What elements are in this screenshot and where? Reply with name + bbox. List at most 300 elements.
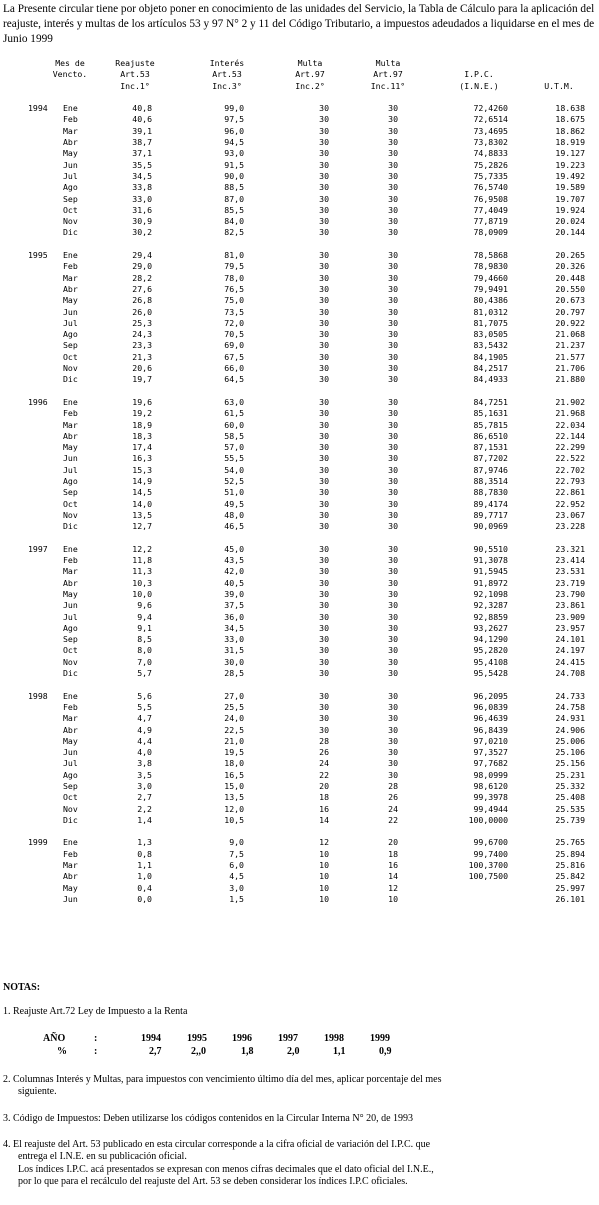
cell-ipc: 88,3514 bbox=[473, 475, 508, 486]
cell-multa-inc11: 30 bbox=[388, 758, 398, 769]
cell-ipc: 96,8439 bbox=[473, 724, 508, 735]
cell-month: Ago bbox=[63, 475, 78, 486]
table-row bbox=[0, 103, 599, 114]
table-row bbox=[0, 894, 599, 905]
table-row bbox=[0, 284, 599, 295]
table-row bbox=[0, 273, 599, 284]
cell-reajuste: 35,5 bbox=[132, 159, 152, 170]
cell-utm: 25.816 bbox=[555, 860, 585, 871]
cell-multa-inc2: 30 bbox=[319, 611, 329, 622]
note-2-line2: siguiente. bbox=[18, 1086, 57, 1098]
cell-multa-inc11: 16 bbox=[388, 860, 398, 871]
cell-interes: 72,0 bbox=[224, 317, 244, 328]
cell-ipc: 98,0999 bbox=[473, 769, 508, 780]
pct-1998: 1,1 bbox=[333, 1046, 346, 1057]
cell-utm: 21.706 bbox=[555, 363, 585, 374]
cell-interes: 96,0 bbox=[224, 125, 244, 136]
note-4-line1: 4. El reajuste del Art. 53 publicado en esta circular corresponde a la cifra oficial de variación del I.P.C. que bbox=[3, 1139, 431, 1150]
cell-multa-inc11: 30 bbox=[388, 283, 398, 294]
cell-interes: 55,5 bbox=[224, 453, 244, 464]
cell-multa-inc2: 30 bbox=[319, 645, 329, 656]
cell-reajuste: 30,9 bbox=[132, 216, 152, 227]
cell-ipc: 99,7400 bbox=[473, 848, 508, 859]
cell-ipc: 79,9491 bbox=[473, 283, 508, 294]
table-row bbox=[0, 804, 599, 815]
cell-reajuste: 4,7 bbox=[137, 713, 152, 724]
note-4-line3: Los índices I.P.C. acá presentados se expresan con menos cifras decimales que el dato oficial del I.N.E., bbox=[18, 1163, 434, 1175]
cell-multa-inc11: 30 bbox=[388, 261, 398, 272]
cell-multa-inc11: 30 bbox=[388, 690, 398, 701]
cell-multa-inc2: 30 bbox=[319, 204, 329, 215]
cell-ipc: 93,2627 bbox=[473, 622, 508, 633]
cell-utm: 19.223 bbox=[555, 159, 585, 170]
cell-month: Ene bbox=[63, 250, 78, 261]
cell-multa-inc11: 30 bbox=[388, 419, 398, 430]
cell-ipc: 72,6514 bbox=[473, 114, 508, 125]
cell-month: Sep bbox=[63, 193, 78, 204]
cell-interes: 15,0 bbox=[224, 781, 244, 791]
cell-month: Oct bbox=[63, 498, 78, 509]
cell-ipc: 98,6120 bbox=[473, 781, 508, 791]
cell-ipc: 90,5510 bbox=[473, 543, 508, 554]
cell-utm: 22.522 bbox=[555, 453, 585, 464]
table-row bbox=[0, 397, 599, 408]
cell-ipc: 78,9830 bbox=[473, 261, 508, 272]
cell-reajuste: 15,3 bbox=[132, 464, 152, 475]
cell-month: Feb bbox=[63, 408, 78, 419]
cell-multa-inc11: 30 bbox=[388, 363, 398, 374]
table-row bbox=[0, 645, 599, 656]
table-row bbox=[0, 600, 599, 611]
cell-reajuste: 27,6 bbox=[132, 283, 152, 294]
cell-interes: 49,5 bbox=[224, 498, 244, 509]
cell-month: May bbox=[63, 148, 78, 159]
cell-month: Jun bbox=[63, 306, 78, 317]
table-row bbox=[0, 623, 599, 634]
cell-utm: 20.326 bbox=[555, 261, 585, 272]
note-4 bbox=[3, 1139, 434, 1188]
cell-month: Ene bbox=[63, 103, 78, 114]
cell-reajuste: 1,3 bbox=[137, 837, 152, 848]
cell-interes: 66,0 bbox=[224, 363, 244, 374]
cell-month: Abr bbox=[63, 871, 78, 882]
cell-multa-inc2: 30 bbox=[319, 600, 329, 611]
cell-ipc: 97,3527 bbox=[473, 747, 508, 758]
cell-ipc: 73,4695 bbox=[473, 125, 508, 136]
cell-multa-inc11: 30 bbox=[388, 566, 398, 577]
ano-row-pct bbox=[3, 1046, 595, 1059]
header-interes-line3: Inc.3° bbox=[212, 80, 242, 91]
cell-ipc: 89,7717 bbox=[473, 509, 508, 520]
table-row bbox=[0, 216, 599, 227]
cell-utm: 19.707 bbox=[555, 193, 585, 204]
cell-reajuste: 8,0 bbox=[137, 645, 152, 656]
cell-month: Jul bbox=[63, 611, 78, 622]
cell-multa-inc11: 30 bbox=[388, 329, 398, 340]
cell-multa-inc11: 28 bbox=[388, 781, 398, 791]
cell-multa-inc11: 30 bbox=[388, 182, 398, 193]
ano-year-1999: 1999 bbox=[370, 1033, 390, 1044]
cell-ipc: 85,7815 bbox=[473, 419, 508, 430]
cell-multa-inc11: 30 bbox=[388, 735, 398, 746]
cell-reajuste: 0,4 bbox=[137, 882, 152, 893]
pct-colon: : bbox=[94, 1046, 98, 1057]
table-row bbox=[0, 725, 599, 736]
note-4-line4: por lo que para el recálculo del reajuste del Art. 53 se deben considerar los índices I.P.C oficiales. bbox=[18, 1175, 408, 1187]
cell-interes: 4,5 bbox=[229, 871, 244, 882]
cell-reajuste: 18,9 bbox=[132, 419, 152, 430]
cell-utm: 20.550 bbox=[555, 283, 585, 294]
cell-reajuste: 2,2 bbox=[137, 803, 152, 814]
table-row bbox=[0, 747, 599, 758]
cell-ipc: 87,1531 bbox=[473, 442, 508, 453]
header-utm-line3: U.T.M. bbox=[544, 80, 574, 91]
cell-interes: 45,0 bbox=[224, 543, 244, 554]
cell-interes: 99,0 bbox=[224, 103, 244, 114]
cell-interes: 70,5 bbox=[224, 329, 244, 340]
cell-utm: 21.880 bbox=[555, 374, 585, 385]
cell-utm: 24.758 bbox=[555, 701, 585, 712]
cell-ipc: 81,0312 bbox=[473, 306, 508, 317]
cell-utm: 25.332 bbox=[555, 781, 585, 791]
cell-interes: 25,5 bbox=[224, 701, 244, 712]
pct-1999: 0,9 bbox=[379, 1046, 392, 1057]
table-row bbox=[0, 849, 599, 860]
cell-utm: 22.793 bbox=[555, 475, 585, 486]
cell-utm: 22.144 bbox=[555, 430, 585, 441]
cell-multa-inc2: 30 bbox=[319, 475, 329, 486]
cell-multa-inc11: 30 bbox=[388, 509, 398, 520]
cell-interes: 58,5 bbox=[224, 430, 244, 441]
cell-multa-inc2: 30 bbox=[319, 521, 329, 532]
cell-multa-inc2: 10 bbox=[319, 871, 329, 882]
cell-interes: 39,0 bbox=[224, 588, 244, 599]
cell-multa-inc2: 30 bbox=[319, 656, 329, 667]
cell-month: May bbox=[63, 735, 78, 746]
cell-interes: 48,0 bbox=[224, 509, 244, 520]
cell-utm: 23.909 bbox=[555, 611, 585, 622]
cell-utm: 25.156 bbox=[555, 758, 585, 769]
header-multa2-line3: Inc.2° bbox=[295, 80, 325, 91]
cell-month: Nov bbox=[63, 656, 78, 667]
cell-multa-inc11: 30 bbox=[388, 148, 398, 159]
cell-month: Jul bbox=[63, 758, 78, 769]
cell-reajuste: 18,3 bbox=[132, 430, 152, 441]
cell-interes: 36,0 bbox=[224, 611, 244, 622]
cell-month: Mar bbox=[63, 860, 78, 871]
cell-multa-inc11: 18 bbox=[388, 848, 398, 859]
cell-reajuste: 9,4 bbox=[137, 611, 152, 622]
cell-ipc: 84,2517 bbox=[473, 363, 508, 374]
cell-multa-inc2: 30 bbox=[319, 148, 329, 159]
table-row bbox=[0, 702, 599, 713]
cell-utm: 23.531 bbox=[555, 566, 585, 577]
cell-multa-inc11: 30 bbox=[388, 701, 398, 712]
cell-month: Ene bbox=[63, 543, 78, 554]
cell-multa-inc11: 30 bbox=[388, 306, 398, 317]
cell-ipc: 96,2095 bbox=[473, 690, 508, 701]
cell-ipc: 84,7251 bbox=[473, 396, 508, 407]
cell-reajuste: 38,7 bbox=[132, 137, 152, 148]
cell-reajuste: 4,4 bbox=[137, 735, 152, 746]
cell-interes: 46,5 bbox=[224, 521, 244, 532]
header-multa2-line2: Art.97 bbox=[295, 69, 325, 80]
cell-multa-inc11: 30 bbox=[388, 713, 398, 724]
cell-interes: 79,5 bbox=[224, 261, 244, 272]
cell-interes: 61,5 bbox=[224, 408, 244, 419]
cell-reajuste: 33,8 bbox=[132, 182, 152, 193]
cell-multa-inc2: 30 bbox=[319, 713, 329, 724]
cell-month: Feb bbox=[63, 114, 78, 125]
cell-multa-inc2: 18 bbox=[319, 792, 329, 803]
cell-multa-inc11: 30 bbox=[388, 769, 398, 780]
cell-multa-inc11: 12 bbox=[388, 882, 398, 893]
cell-ipc: 90,0969 bbox=[473, 521, 508, 532]
cell-multa-inc2: 30 bbox=[319, 374, 329, 385]
cell-ipc: 100,3700 bbox=[468, 860, 508, 871]
cell-month: Ago bbox=[63, 769, 78, 780]
cell-interes: 6,0 bbox=[229, 860, 244, 871]
cell-ipc: 76,5740 bbox=[473, 182, 508, 193]
cell-reajuste: 13,5 bbox=[132, 509, 152, 520]
cell-multa-inc2: 30 bbox=[319, 577, 329, 588]
cell-utm: 23.414 bbox=[555, 555, 585, 566]
cell-interes: 28,5 bbox=[224, 668, 244, 679]
cell-interes: 87,0 bbox=[224, 193, 244, 204]
cell-month: Feb bbox=[63, 261, 78, 272]
cell-interes: 21,0 bbox=[224, 735, 244, 746]
cell-month: Ene bbox=[63, 396, 78, 407]
cell-multa-inc2: 30 bbox=[319, 272, 329, 283]
cell-reajuste: 28,2 bbox=[132, 272, 152, 283]
cell-ipc: 87,7202 bbox=[473, 453, 508, 464]
cell-multa-inc2: 24 bbox=[319, 758, 329, 769]
cell-multa-inc2: 30 bbox=[319, 351, 329, 362]
cell-interes: 85,5 bbox=[224, 204, 244, 215]
cell-multa-inc11: 30 bbox=[388, 408, 398, 419]
cell-multa-inc2: 16 bbox=[319, 803, 329, 814]
cell-month: Dic bbox=[63, 814, 78, 825]
cell-ipc: 79,4660 bbox=[473, 272, 508, 283]
cell-multa-inc2: 30 bbox=[319, 137, 329, 148]
cell-multa-inc11: 30 bbox=[388, 103, 398, 114]
cell-ipc: 95,4108 bbox=[473, 656, 508, 667]
header-reajuste-line3: Inc.1° bbox=[120, 80, 150, 91]
table-row bbox=[0, 250, 599, 261]
header-reajuste-line1: Reajuste bbox=[115, 58, 155, 68]
table-row bbox=[0, 408, 599, 419]
cell-reajuste: 14,5 bbox=[132, 487, 152, 498]
cell-reajuste: 29,0 bbox=[132, 261, 152, 272]
header-ipc-line3: (I.N.E.) bbox=[459, 80, 499, 91]
cell-multa-inc2: 30 bbox=[319, 701, 329, 712]
cell-utm: 23.321 bbox=[555, 543, 585, 554]
cell-interes: 31,5 bbox=[224, 645, 244, 656]
cell-interes: 75,0 bbox=[224, 295, 244, 306]
header-multa2-line1: Multa bbox=[297, 58, 323, 68]
cell-multa-inc11: 20 bbox=[388, 837, 398, 848]
header-multa11-line2: Art.97 bbox=[373, 69, 403, 80]
cell-interes: 60,0 bbox=[224, 419, 244, 430]
cell-month: Abr bbox=[63, 430, 78, 441]
cell-ipc: 84,1905 bbox=[473, 351, 508, 362]
cell-reajuste: 29,4 bbox=[132, 250, 152, 261]
cell-utm: 18.675 bbox=[555, 114, 585, 125]
table-row bbox=[0, 295, 599, 306]
table-row bbox=[0, 194, 599, 205]
note-4-line2: entrega el I.N.E. en su publicación oficial. bbox=[18, 1151, 187, 1163]
table-row bbox=[0, 837, 599, 848]
cell-ipc: 99,4944 bbox=[473, 803, 508, 814]
table-row bbox=[0, 792, 599, 803]
cell-multa-inc2: 30 bbox=[319, 498, 329, 509]
cell-interes: 51,0 bbox=[224, 487, 244, 498]
cell-utm: 21.237 bbox=[555, 340, 585, 351]
cell-multa-inc11: 30 bbox=[388, 498, 398, 509]
cell-utm: 25.739 bbox=[555, 814, 585, 825]
cell-reajuste: 4,0 bbox=[137, 747, 152, 758]
cell-multa-inc11: 30 bbox=[388, 204, 398, 215]
cell-multa-inc2: 30 bbox=[319, 216, 329, 227]
cell-multa-inc11: 30 bbox=[388, 250, 398, 261]
cell-month: Jun bbox=[63, 600, 78, 611]
cell-multa-inc11: 30 bbox=[388, 193, 398, 204]
cell-month: Dic bbox=[63, 374, 78, 385]
cell-reajuste: 10,3 bbox=[132, 577, 152, 588]
cell-ipc: 89,4174 bbox=[473, 498, 508, 509]
cell-reajuste: 0,8 bbox=[137, 848, 152, 859]
cell-reajuste: 1,1 bbox=[137, 860, 152, 871]
header-mes-line2: Vencto. bbox=[52, 69, 88, 80]
cell-ipc: 76,9508 bbox=[473, 193, 508, 204]
cell-ipc: 78,5868 bbox=[473, 250, 508, 261]
cell-reajuste: 9,6 bbox=[137, 600, 152, 611]
cell-multa-inc11: 30 bbox=[388, 374, 398, 385]
table-row bbox=[0, 453, 599, 464]
cell-multa-inc2: 30 bbox=[319, 464, 329, 475]
cell-utm: 21.902 bbox=[555, 396, 585, 407]
cell-ipc: 84,4933 bbox=[473, 374, 508, 385]
table-row bbox=[0, 578, 599, 589]
cell-month: Jul bbox=[63, 464, 78, 475]
cell-ipc: 92,8859 bbox=[473, 611, 508, 622]
cell-month: Nov bbox=[63, 216, 78, 227]
cell-utm: 24.708 bbox=[555, 668, 585, 679]
cell-month: Nov bbox=[63, 509, 78, 520]
ano-year-1995: 1995 bbox=[187, 1033, 207, 1044]
cell-utm: 21.968 bbox=[555, 408, 585, 419]
header-multa11-line3: Inc.11° bbox=[370, 80, 406, 91]
cell-reajuste: 33,0 bbox=[132, 193, 152, 204]
cell-ipc: 87,9746 bbox=[473, 464, 508, 475]
cell-utm: 23.067 bbox=[555, 509, 585, 520]
cell-ipc: 96,4639 bbox=[473, 713, 508, 724]
cell-multa-inc2: 30 bbox=[319, 306, 329, 317]
cell-multa-inc11: 22 bbox=[388, 814, 398, 825]
cell-interes: 22,5 bbox=[224, 724, 244, 735]
year-label: 1994 bbox=[28, 103, 48, 114]
cell-utm: 23.790 bbox=[555, 588, 585, 599]
cell-multa-inc2: 30 bbox=[319, 430, 329, 441]
table-row bbox=[0, 871, 599, 882]
cell-multa-inc11: 30 bbox=[388, 555, 398, 566]
cell-interes: 90,0 bbox=[224, 170, 244, 181]
table-row bbox=[0, 329, 599, 340]
cell-ipc: 91,8972 bbox=[473, 577, 508, 588]
table-row bbox=[0, 420, 599, 431]
cell-month: Sep bbox=[63, 781, 78, 791]
header-ipc-line2: I.P.C. bbox=[464, 69, 494, 80]
table-row bbox=[0, 137, 599, 148]
cell-multa-inc11: 30 bbox=[388, 747, 398, 758]
cell-interes: 10,5 bbox=[224, 814, 244, 825]
table-row bbox=[0, 340, 599, 351]
cell-multa-inc11: 30 bbox=[388, 159, 398, 170]
cell-utm: 18.919 bbox=[555, 137, 585, 148]
cell-month: Oct bbox=[63, 645, 78, 656]
cell-multa-inc11: 30 bbox=[388, 227, 398, 238]
cell-reajuste: 2,7 bbox=[137, 792, 152, 803]
cell-utm: 23.861 bbox=[555, 600, 585, 611]
note-2-line1: 2. Columnas Interés y Multas, para impuestos con vencimiento último día del mes, aplicar porcentaje del mes bbox=[3, 1074, 442, 1085]
cell-reajuste: 19,6 bbox=[132, 396, 152, 407]
year-label: 1996 bbox=[28, 396, 48, 407]
cell-multa-inc11: 30 bbox=[388, 114, 398, 125]
year-label: 1995 bbox=[28, 250, 48, 261]
cell-reajuste: 11,3 bbox=[132, 566, 152, 577]
cell-utm: 20.673 bbox=[555, 295, 585, 306]
cell-interes: 52,5 bbox=[224, 475, 244, 486]
cell-multa-inc2: 10 bbox=[319, 860, 329, 871]
cell-multa-inc2: 22 bbox=[319, 769, 329, 780]
cell-multa-inc11: 30 bbox=[388, 487, 398, 498]
cell-utm: 22.952 bbox=[555, 498, 585, 509]
cell-ipc: 77,8719 bbox=[473, 216, 508, 227]
cell-ipc: 77,4049 bbox=[473, 204, 508, 215]
cell-multa-inc2: 30 bbox=[319, 408, 329, 419]
cell-interes: 3,0 bbox=[229, 882, 244, 893]
cell-reajuste: 12,2 bbox=[132, 543, 152, 554]
cell-month: Oct bbox=[63, 792, 78, 803]
cell-ipc: 99,6700 bbox=[473, 837, 508, 848]
table-row bbox=[0, 374, 599, 385]
table-row bbox=[0, 691, 599, 702]
cell-reajuste: 40,8 bbox=[132, 103, 152, 114]
cell-multa-inc2: 30 bbox=[319, 363, 329, 374]
cell-reajuste: 19,7 bbox=[132, 374, 152, 385]
cell-multa-inc11: 30 bbox=[388, 125, 398, 136]
cell-utm: 25.894 bbox=[555, 848, 585, 859]
cell-reajuste: 3,0 bbox=[137, 781, 152, 791]
cell-month: Jul bbox=[63, 317, 78, 328]
cell-utm: 20.144 bbox=[555, 227, 585, 238]
cell-utm: 21.068 bbox=[555, 329, 585, 340]
cell-interes: 16,5 bbox=[224, 769, 244, 780]
header-row-3 bbox=[0, 81, 599, 92]
cell-interes: 73,5 bbox=[224, 306, 244, 317]
cell-utm: 25.765 bbox=[555, 837, 585, 848]
cell-interes: 94,5 bbox=[224, 137, 244, 148]
cell-utm: 22.861 bbox=[555, 487, 585, 498]
cell-reajuste: 5,7 bbox=[137, 668, 152, 679]
cell-multa-inc2: 12 bbox=[319, 837, 329, 848]
notes-title: NOTAS: bbox=[3, 982, 41, 993]
cell-multa-inc2: 30 bbox=[319, 690, 329, 701]
cell-multa-inc2: 30 bbox=[319, 250, 329, 261]
cell-reajuste: 20,6 bbox=[132, 363, 152, 374]
cell-multa-inc2: 30 bbox=[319, 588, 329, 599]
ano-colon: : bbox=[94, 1033, 98, 1044]
